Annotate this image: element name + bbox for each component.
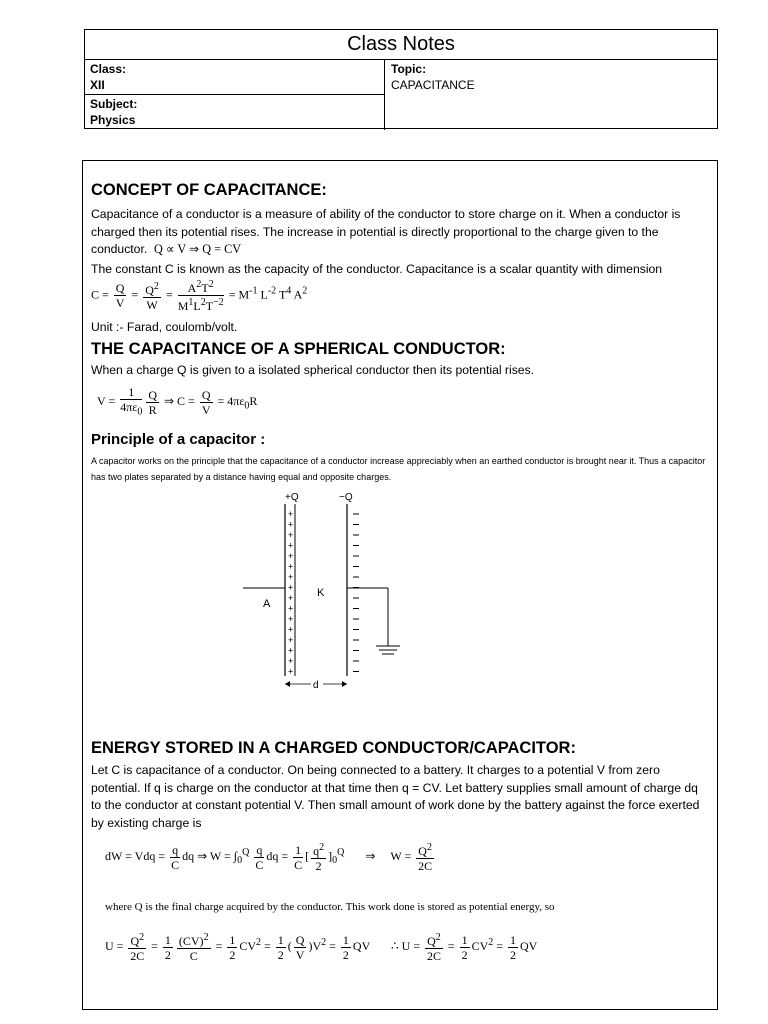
energy-note: where Q is the final charge acquired by the conductor. This work done is stored as potential energy, so [105,901,555,913]
page-title: Class Notes [85,30,717,60]
distance-d-label: d [313,680,319,691]
class-value: XII [90,78,105,92]
class-cell [85,60,384,95]
energy-equation: U = $\frac{Q^2}{2C}$ = $\frac{1}{2}$ $\frac{(CV)^2}{C}$ = $\frac{1}{2}$ $CV^2$ = $\frac{1}{2}$ ( $\frac{Q}{V}$ )$V^2$ = $\frac{1}{2}$ QV ∴ U = $\frac{Q^2}{2C}$ = $\frac{1}{2}$ $CV^2$ = $\frac{1}{2}$ QV [105,932,538,963]
plate-a-label: A [263,598,271,610]
energy-heading: ENERGY STORED IN A CHARGED CONDUCTOR/CAPACITOR: [91,739,576,757]
capacitor-diagram [233,486,513,696]
plus-sign: + [288,530,294,540]
subject-cell [85,95,384,130]
minus-q-label: −Q [339,492,353,503]
energy-text: Let C is capacitance of a conductor. On being connected to a battery. It charges to a potential V from zero potential. If q is charge on the conductor at that time then q = CV. Let battery supplies small amount of charge dq to the conductor at constant potential V. Then small amount of work done by the battery against the force exerted by existing charge is [91,763,700,830]
dielectric-k-label: K [317,587,325,599]
topic-label: Topic: [391,62,427,76]
plus-sign: + [288,582,294,593]
plus-sign: + [288,519,294,530]
plus-sign: + [288,666,294,677]
positive-charges [288,509,293,677]
proportional-equation: Q ∝ V ⇒ Q = CV [154,242,241,257]
topic-value: CAPACITANCE [391,78,475,92]
spherical-equation: V = $\frac{1}{4\pi\varepsilon_0}$ $\frac{Q}{R}$ ⇒ C = $\frac{Q}{V}$ = $4\pi\varepsilon_0R$ [97,385,258,418]
notes-body [82,160,718,1010]
principle-heading: Principle of a capacitor : [91,431,266,448]
plus-sign: + [288,635,294,645]
spherical-text: When a charge Q is given to a isolated spherical conductor then its potential rises. [91,363,535,377]
principle-text: A capacitor works on the principle that the capacitance of a conductor increase appreciably when an earthed conductor is brought near it. Thus a capacitor has two plates separated by a distance having equal and opposite charges. [91,456,706,482]
spherical-heading: THE CAPACITANCE OF A SPHERICAL CONDUCTOR: [91,340,506,358]
plus-sign: + [288,509,294,519]
plus-sign: + [288,593,294,603]
plus-sign: + [288,603,294,614]
class-label: Class: [90,62,127,76]
plus-sign: + [288,572,294,582]
concept-paragraph [91,206,711,259]
plus-sign: + [288,624,294,635]
plus-sign: + [288,561,294,572]
subject-label: Subject: [90,97,138,111]
dimension-text: The constant C is known as the capacity of the conductor. Capacitance is a scalar quantity with dimension [91,262,663,276]
work-integral-equation: dW = Vdq = $\frac{q}{C}$ dq ⇒ $W = \int_0^Q$ $\frac{q}{C}$ dq = $\frac{1}{C}$ [ $\frac{q^2}{2}$ ]$_0^Q$ ⇒ W = $\frac{Q^2}{2C}$ [105,842,433,873]
plus-sign: + [288,540,294,551]
plus-sign: + [288,656,294,666]
plus-sign: + [288,645,294,656]
capacitance-dimension-equation: C = $\frac{Q}{V}$ = $\frac{Q^2}{W}$ = $\frac{A^2T^2}{M^1L^2T^{-2}}$ = $M^{-1}$ $L^{-2}$ $T^4$ $A^2$ [91,279,308,313]
plus-sign: + [288,614,294,624]
concept-heading: CONCEPT OF CAPACITANCE: [91,181,327,199]
plus-q-label: +Q [285,492,299,503]
header-table [84,29,718,129]
unit-text: Unit :- Farad, coulomb/volt. [91,320,238,334]
subject-value: Physics [90,113,136,127]
concept-text: Capacitance of a conductor is a measure of ability of the conductor to store charge on it. When a conductor is charged then its potential rises. The increase in potential is directly proportional to the charge given to the conductor. [91,207,681,257]
topic-cell [385,60,481,130]
plus-sign: + [288,551,294,561]
negative-charges [353,514,359,672]
